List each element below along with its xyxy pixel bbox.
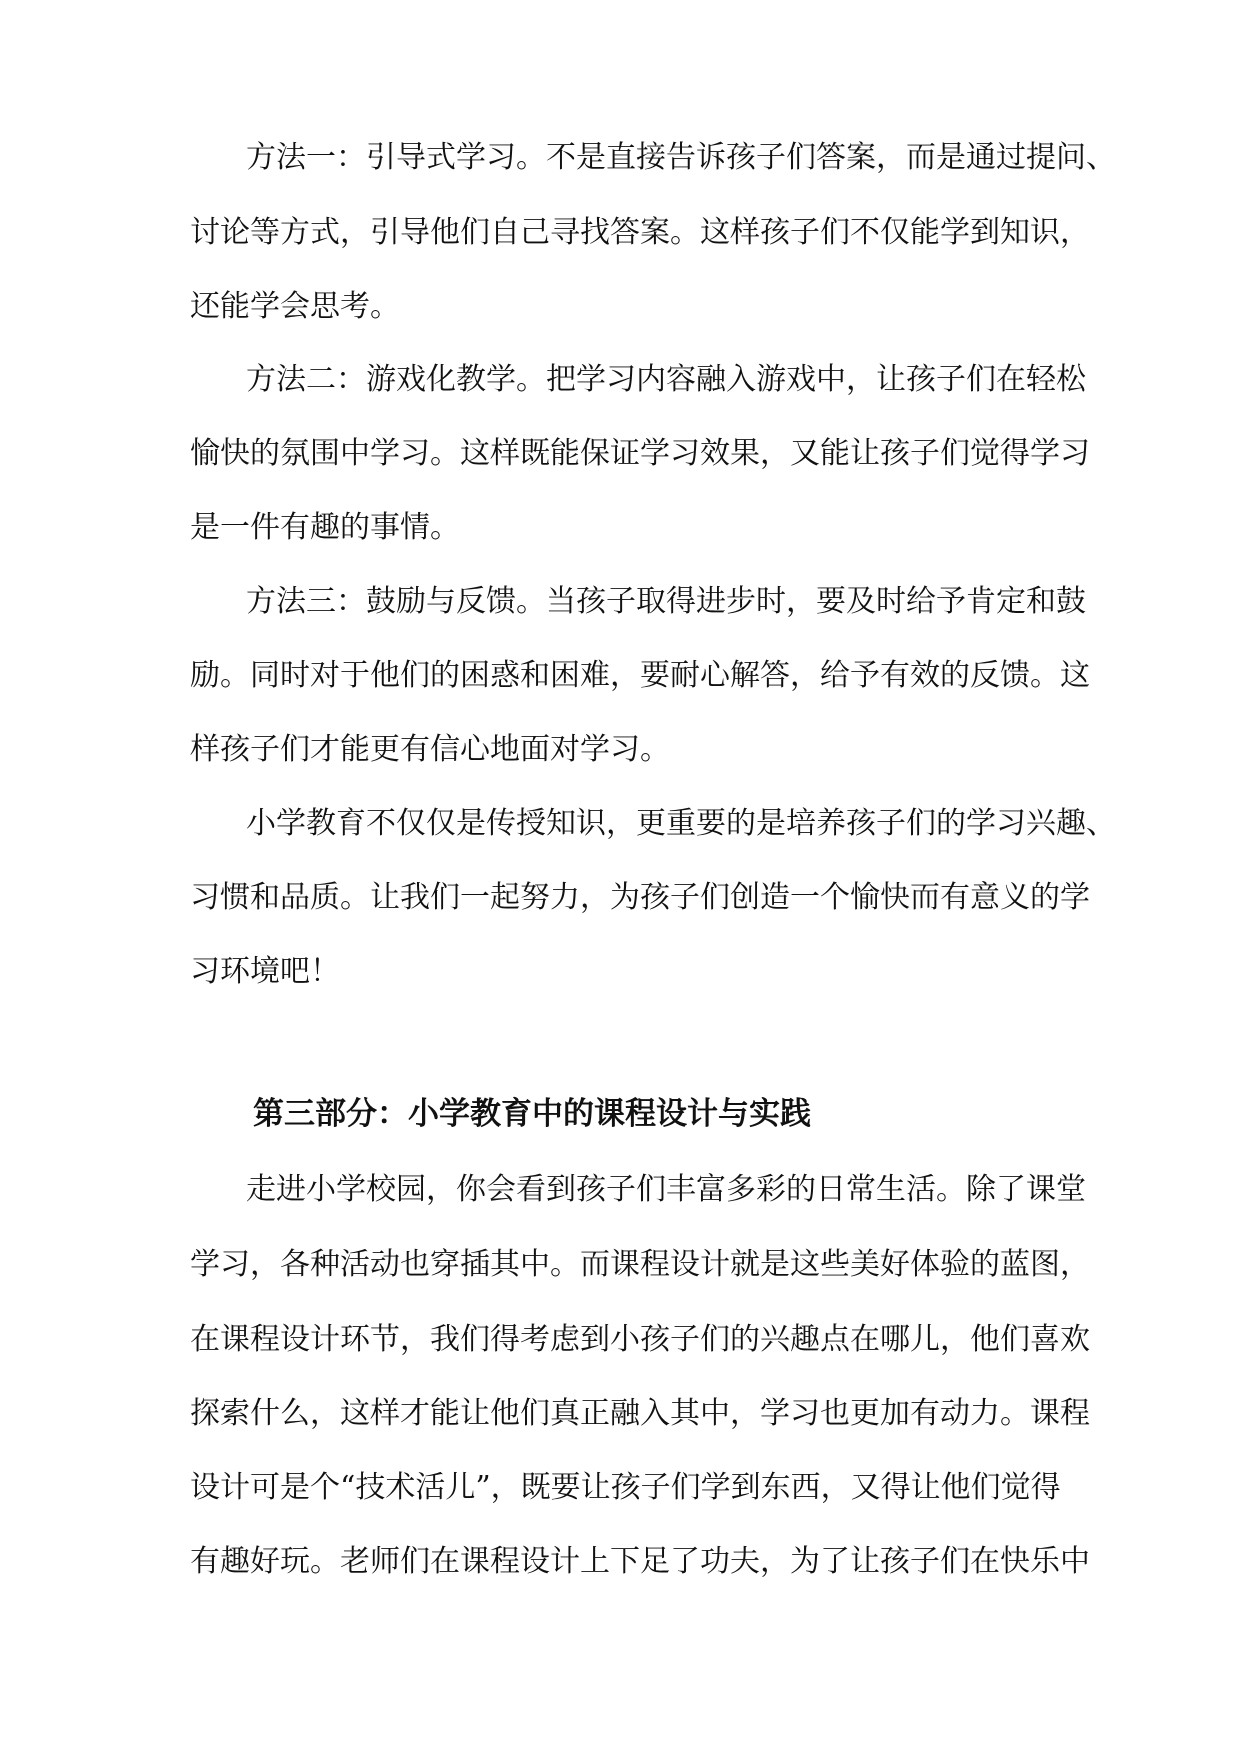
section-paragraph-line-4: 探索什么，这样才能让他们真正融入其中，学习也更加有动力。课程 (190, 1396, 1090, 1431)
paragraph-4-line-1: 小学教育不仅仅是传授知识，更重要的是培养孩子们的学习兴趣、 (246, 806, 1116, 841)
section-paragraph-line-5: 设计可是个“技术活儿”，既要让孩子们学到东西，又得让他们觉得 (190, 1470, 1061, 1505)
section-paragraph-line-6: 有趣好玩。老师们在课程设计上下足了功夫，为了让孩子们在快乐中 (190, 1544, 1090, 1579)
paragraph-3-line-3: 样孩子们才能更有信心地面对学习。 (190, 732, 670, 767)
paragraph-1-line-3: 还能学会思考。 (190, 289, 400, 324)
paragraph-2-line-2: 愉快的氛围中学习。这样既能保证学习效果，又能让孩子们觉得学习 (190, 436, 1090, 471)
paragraph-2-line-1: 方法二：游戏化教学。把学习内容融入游戏中，让孩子们在轻松 (246, 362, 1086, 397)
paragraph-4-line-3: 习环境吧！ (190, 954, 340, 989)
paragraph-3-line-2: 励。同时对于他们的困惑和困难，要耐心解答，给予有效的反馈。这 (190, 658, 1090, 693)
section-paragraph-line-2: 学习，各种活动也穿插其中。而课程设计就是这些美好体验的蓝图， (190, 1247, 1090, 1282)
section-paragraph-line-3: 在课程设计环节，我们得考虑到小孩子们的兴趣点在哪儿，他们喜欢 (190, 1322, 1090, 1357)
paragraph-1-line-1: 方法一：引导式学习。不是直接告诉孩子们答案，而是通过提问、 (246, 140, 1116, 175)
section-heading: 第三部分：小学教育中的课程设计与实践 (253, 1096, 811, 1132)
paragraph-2-line-3: 是一件有趣的事情。 (190, 510, 460, 545)
section-paragraph-line-1: 走进小学校园，你会看到孩子们丰富多彩的日常生活。除了课堂 (246, 1172, 1086, 1207)
paragraph-4-line-2: 习惯和品质。让我们一起努力，为孩子们创造一个愉快而有意义的学 (190, 880, 1090, 915)
paragraph-1-line-2: 讨论等方式，引导他们自己寻找答案。这样孩子们不仅能学到知识， (190, 215, 1090, 250)
paragraph-3-line-1: 方法三：鼓励与反馈。当孩子取得进步时，要及时给予肯定和鼓 (246, 584, 1086, 619)
